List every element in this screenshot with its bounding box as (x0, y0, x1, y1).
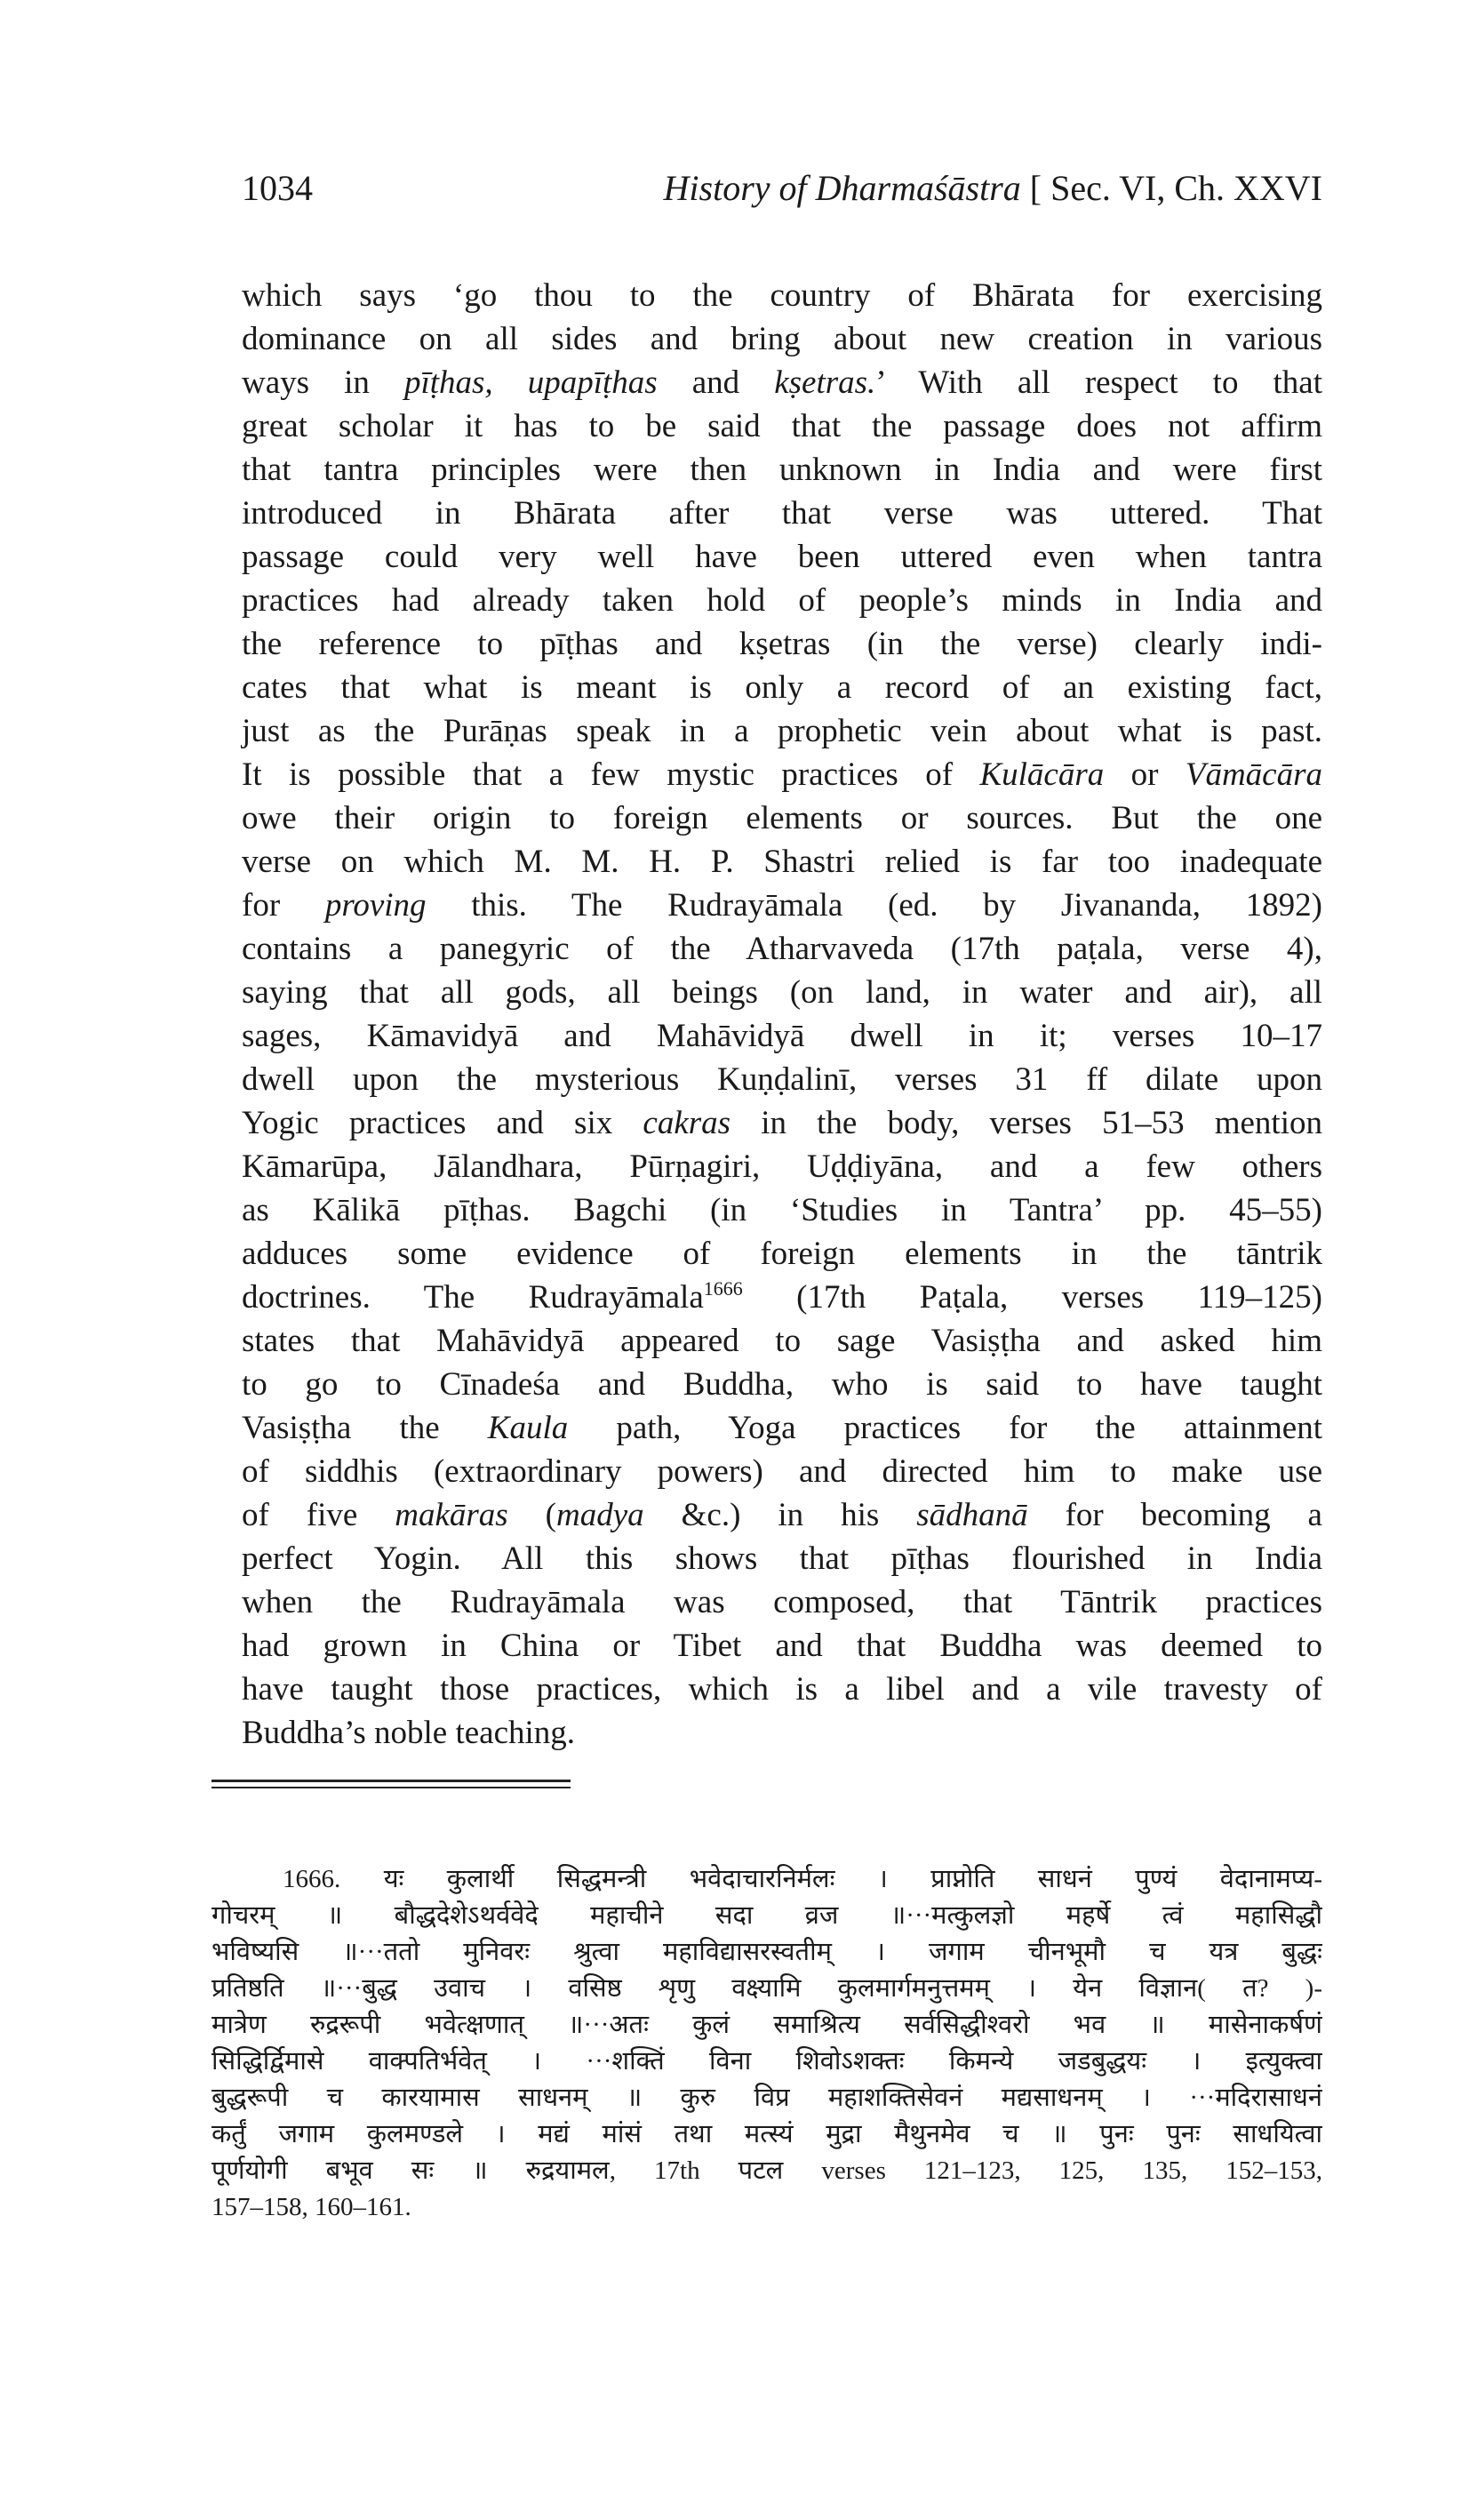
section-label: [ Sec. VI, Ch. XXVI (1029, 168, 1322, 208)
text-segment: verse on which M. M. H. P. Shastri relied is far too inadequate (242, 844, 1322, 880)
body-text (242, 274, 1322, 1755)
footnote-line: कर्तुं जगाम कुलमण्डले । मद्यं मांसं तथा मत्स्यं मुद्रा मैथुनमेव च ॥ पुनः पुनः साधयित्वा (212, 2120, 1322, 2148)
body-line (242, 1276, 1322, 1319)
text-segment: kṣetras. (774, 364, 876, 401)
book-title: History of Dharmaśāstra (663, 168, 1021, 208)
body-line (242, 796, 1322, 840)
footnote-1666 (212, 1861, 1322, 2226)
text-segment: ( (507, 1497, 556, 1533)
body-line (242, 1319, 1322, 1363)
text-segment: Yogic practices and six (242, 1105, 643, 1141)
text-segment: and (657, 364, 775, 401)
body-line (242, 1232, 1322, 1276)
text-segment: madya (556, 1497, 644, 1533)
footnote-line: बुद्धरूपी च कारयामास साधनम् ॥ कुरु विप्र महाशक्तिसेवनं मद्यसाधनम् । ···मदिरासाधनं (212, 2084, 1322, 2112)
text-segment: owe their origin to foreign elements or sources. But the one (242, 800, 1322, 836)
text-segment: when the Rudrayāmala was composed, that Tāntrik practices (242, 1584, 1322, 1620)
text-segment: in the body, verses 51–53 mention (731, 1105, 1322, 1141)
text-segment: perfect Yogin. All this shows that pīṭhas flourished in India (242, 1540, 1322, 1577)
body-line (242, 579, 1322, 622)
text-segment: had grown in China or Tibet and that Buddha was deemed to (242, 1628, 1322, 1664)
footnote-divider (212, 1780, 571, 1782)
text-segment: contains a panegyric of the Atharvaveda (17th paṭala, verse 4), (242, 931, 1322, 967)
text-segment: that tantra principles were then unknown in India and were first (242, 452, 1322, 488)
body-line (242, 1624, 1322, 1668)
body-line (242, 1145, 1322, 1188)
text-segment: Buddha’s noble teaching. (242, 1715, 576, 1751)
footnote-line: गोचरम् ॥ बौद्धदेशेऽथर्ववेदे महाचीने सदा व्रज ॥···मत्कुलज्ञो महर्षे त्वं महासिद्धौ (212, 1901, 1322, 1930)
text-segment: doctrines. The Rudrayāmala (242, 1279, 704, 1316)
body-line (242, 666, 1322, 709)
text-segment: dominance on all sides and bring about new creation in various (242, 321, 1322, 357)
text-segment: sādhanā (916, 1497, 1028, 1533)
text-segment: Vāmācāra (1185, 756, 1322, 793)
page-number: 1034 (242, 168, 313, 208)
body-line (242, 1711, 1322, 1755)
text-segment: Vasiṣṭha the (242, 1410, 488, 1446)
text-segment: pīṭhas, upapīṭhas (403, 364, 658, 401)
text-segment: for becoming a (1027, 1497, 1322, 1533)
body-line (242, 971, 1322, 1014)
body-line (242, 927, 1322, 971)
text-segment: as Kālikā pīṭhas. Bagchi (in ‘Studies in Tantra’ pp. 45–55) (242, 1192, 1322, 1228)
page-header (242, 167, 1322, 212)
body-line (242, 709, 1322, 753)
body-line (242, 753, 1322, 796)
text-segment: It is possible that a few mystic practices of (242, 756, 980, 793)
footnote-line: पूर्णयोगी बभूव सः ॥ रुद्रयामल, 17th पटल verses 121–123, 125, 135, 152–153, (212, 2156, 1322, 2185)
text-segment: makāras (395, 1497, 508, 1533)
text-segment: to go to Cīnadeśa and Buddha, who is said to have taught (242, 1366, 1322, 1403)
body-line (242, 1363, 1322, 1406)
footnote-line: सिद्धिर्द्विमासे वाक्पतिर्भवेत् । ···शक्तिं विना शिवोऽशक्तः किमन्ये जडबुद्धयः । इत्युक्त्वा (212, 2047, 1322, 2076)
text-segment: cates that what is meant is only a record of an existing fact, (242, 669, 1322, 706)
body-line (242, 1058, 1322, 1101)
body-line (242, 1493, 1322, 1537)
text-segment: the reference to pīṭhas and kṣetras (in the verse) clearly indi- (242, 626, 1322, 662)
body-line (242, 404, 1322, 448)
body-line (242, 274, 1322, 317)
text-segment: proving (324, 887, 427, 924)
footnote-line: 1666. यः कुलार्थी सिद्धमन्त्री भवेदाचारनिर्मलः । प्राप्नोति साधनं पुण्यं वेदानामप्य- (283, 1865, 1322, 1893)
footnote-reference: 1666 (703, 1277, 743, 1300)
body-line (242, 317, 1322, 361)
body-line (242, 535, 1322, 579)
body-line (242, 1668, 1322, 1711)
text-segment: this. The Rudrayāmala (ed. by Jivananda, 1892) (426, 887, 1322, 924)
body-line (242, 1101, 1322, 1145)
text-segment: of five (242, 1497, 395, 1533)
body-line (242, 884, 1322, 927)
text-segment: Kāmarūpa, Jālandhara, Pūrṇagiri, Uḍḍiyāna, and a few others (242, 1148, 1322, 1185)
footnote-divider-second (212, 1787, 571, 1788)
running-title (664, 167, 1322, 209)
text-segment: path, Yoga practices for the attainment (568, 1410, 1322, 1446)
footnote-line: मात्रेण रुद्ररूपी भवेत्क्षणात् ॥···अतः कुलं समाश्रित्य सर्वसिद्धीश्वरो भव ॥ मासेनाकर्षणं (212, 2011, 1322, 2039)
text-segment: saying that all gods, all beings (on land, in water and air), all (242, 974, 1322, 1011)
text-segment: introduced in Bhārata after that verse was uttered. That (242, 495, 1322, 532)
body-line (242, 622, 1322, 666)
text-segment: practices had already taken hold of people’s minds in India and (242, 582, 1322, 619)
body-line (242, 361, 1322, 404)
text-segment: (17th Paṭala, verses 119–125) (742, 1279, 1322, 1316)
body-line (242, 1188, 1322, 1232)
text-segment: of siddhis (extraordinary powers) and directed him to make use (242, 1453, 1322, 1490)
body-line (242, 448, 1322, 492)
text-segment: or (1104, 756, 1186, 793)
text-segment: Kaula (487, 1410, 569, 1446)
footnote-line: 157–158, 160–161. (212, 2193, 411, 2221)
text-segment: for (242, 887, 325, 924)
body-line (242, 492, 1322, 535)
text-segment: sages, Kāmavidyā and Mahāvidyā dwell in it; verses 10–17 (242, 1018, 1322, 1054)
text-segment: great scholar it has to be said that the passage does not affirm (242, 408, 1322, 444)
text-segment: have taught those practices, which is a libel and a vile travesty of (242, 1671, 1322, 1708)
text-segment: &c.) in his (643, 1497, 917, 1533)
text-segment: ’ With all respect to that (875, 364, 1322, 401)
text-segment: states that Mahāvidyā appeared to sage Vasiṣṭha and asked him (242, 1323, 1322, 1359)
text-segment: cakras (643, 1105, 731, 1141)
text-segment: passage could very well have been uttered even when tantra (242, 539, 1322, 575)
text-segment: ways in (242, 364, 404, 401)
body-line (242, 1537, 1322, 1580)
footnote-line: प्रतिष्ठति ॥···बुद्ध उवाच । वसिष्ठ शृणु वक्ष्यामि कुलमार्गमनुत्तमम् । येन विज्ञान( त? )- (212, 1974, 1322, 2003)
text-segment: just as the Purāṇas speak in a prophetic vein about what is past. (242, 713, 1322, 749)
text-segment: dwell upon the mysterious Kuṇḍalinī, verses 31 ff dilate upon (242, 1061, 1322, 1098)
body-line (242, 1014, 1322, 1058)
body-line (242, 1406, 1322, 1450)
footnote-line: भविष्यसि ॥···ततो मुनिवरः श्रुत्वा महाविद्यासरस्वतीम् । जगाम चीनभूमौ च यत्र बुद्धः (212, 1938, 1322, 1966)
body-line (242, 1580, 1322, 1624)
text-segment: Kulācāra (979, 756, 1105, 793)
body-line (242, 840, 1322, 884)
body-line (242, 1450, 1322, 1493)
text-segment: which says ‘go thou to the country of Bhārata for exercising (242, 277, 1322, 314)
text-segment: adduces some evidence of foreign elements in the tāntrik (242, 1236, 1322, 1272)
